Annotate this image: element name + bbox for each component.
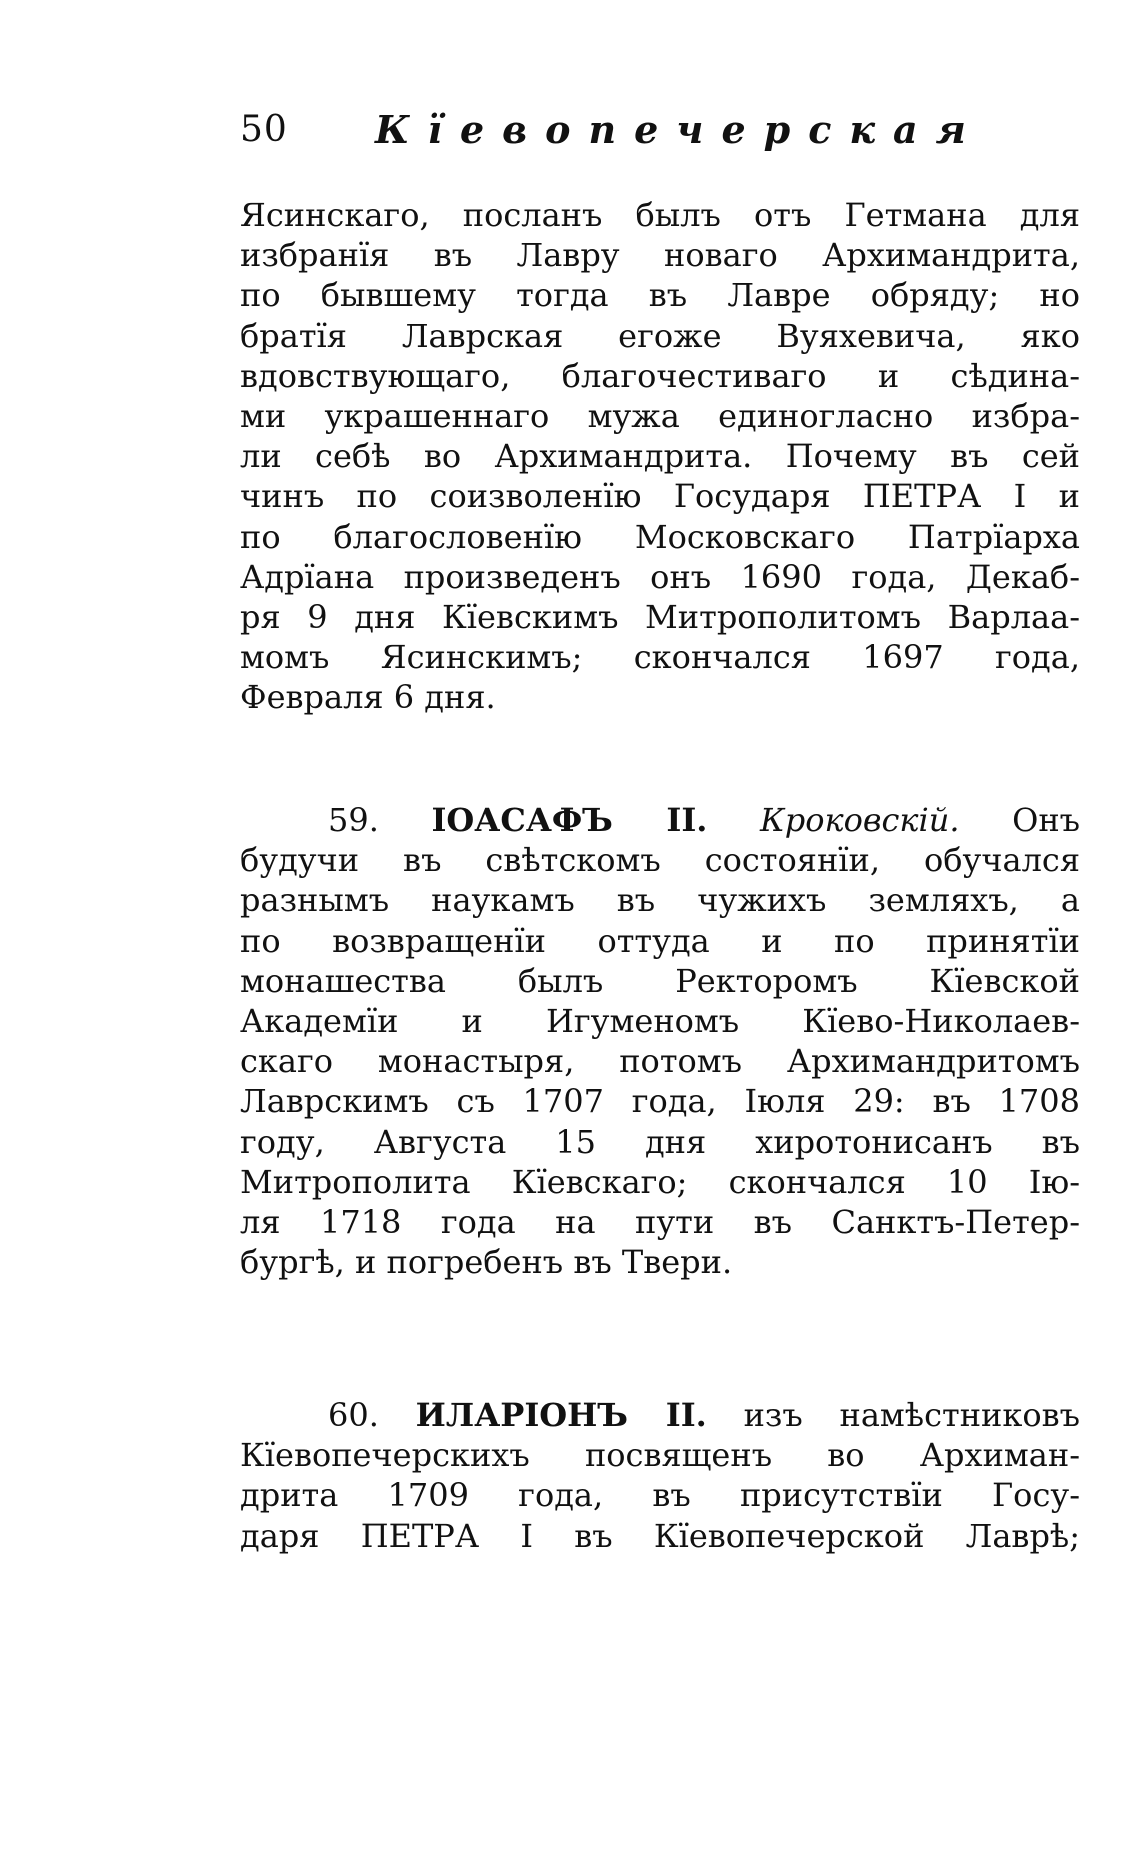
text-line: по возвращенїи оттуда и по принятїи	[240, 921, 1080, 960]
text-line: году, Августа 15 дня хиротонисанъ въ	[240, 1122, 1080, 1161]
text-line: Адрїана произведенъ онъ 1690 года, Декаб-	[240, 557, 1080, 596]
text-line: скаго монастыря, потомъ Архимандритомъ	[240, 1042, 1080, 1081]
text-line: ли себѣ во Архимандрита. Почему въ сей	[240, 437, 1080, 476]
text-line: момъ Ясинскимъ; скончался 1697 года,	[240, 638, 1080, 677]
entry-59-ioasaf	[240, 800, 1080, 1282]
text-line: монашества былъ Ректоромъ Кїевской	[240, 961, 1080, 1000]
text-line: дрита 1709 года, въ присутствїи Госу-	[240, 1476, 1080, 1515]
page-number: 50	[240, 109, 288, 150]
entry-heading	[240, 1395, 1080, 1435]
entry-number: 60.	[328, 1396, 379, 1434]
entry-heading	[240, 800, 1080, 840]
running-title: Кїевопечерская	[375, 107, 984, 152]
text-line: ля 1718 года на пути въ Санктъ-Петер-	[240, 1202, 1080, 1241]
text-line: бургѣ, и погребенъ въ Твери.	[240, 1243, 733, 1282]
text-line: по бывшему тогда въ Лавре обряду; но	[240, 276, 1080, 315]
page-header	[240, 95, 1100, 165]
paragraph-archimandrite-varlaam	[240, 195, 1080, 717]
entry-first-line-rest: Онъ	[1012, 801, 1080, 839]
entry-number: 59.	[328, 801, 379, 839]
entry-name: ІОАСАФЪ II.	[431, 801, 708, 839]
entry-name: ИЛАРІОНЪ II.	[415, 1396, 707, 1434]
text-line: Ясинскаго, посланъ былъ отъ Гетмана для	[240, 196, 1080, 234]
text-line: ми украшеннаго мужа единогласно избра-	[240, 396, 1080, 435]
text-line: избранїя въ Лавру новаго Архимандрита,	[240, 236, 1080, 275]
text-line: вдовствующаго, благочестиваго и сѣдина-	[240, 356, 1080, 395]
text-line: даря ПЕТРА I въ Кїевопечерской Лаврѣ;	[240, 1516, 1080, 1555]
text-line: будучи въ свѣтскомъ состоянїи, обучался	[240, 841, 1080, 880]
entry-first-line-rest: изъ намѣстниковъ	[743, 1396, 1080, 1434]
text-line: по благословенїю Московскаго Патрїарха	[240, 517, 1080, 556]
text-line: ря 9 дня Кїевскимъ Митрополитомъ Варлаа-	[240, 597, 1080, 636]
text-line: Митрополита Кїевскаго; скончался 10 Ію-	[240, 1162, 1080, 1201]
text-line: Лаврскимъ съ 1707 года, Іюля 29: въ 1708	[240, 1082, 1080, 1121]
text-line: Кїевопечерскихъ посвященъ во Архиман-	[240, 1436, 1080, 1475]
text-line: Академїи и Игуменомъ Кїево-Николаев-	[240, 1001, 1080, 1040]
text-line: разнымъ наукамъ въ чужихъ земляхъ, а	[240, 881, 1080, 920]
text-line: Февраля 6 дня.	[240, 678, 496, 717]
entry-surname: Кроковскій.	[759, 801, 960, 839]
text-line: чинъ по соизволенїю Государя ПЕТРА I и	[240, 477, 1080, 516]
text-line: братїя Лаврская егоже Вуяхевича, яко	[240, 316, 1080, 355]
entry-60-ilarion	[240, 1395, 1080, 1556]
